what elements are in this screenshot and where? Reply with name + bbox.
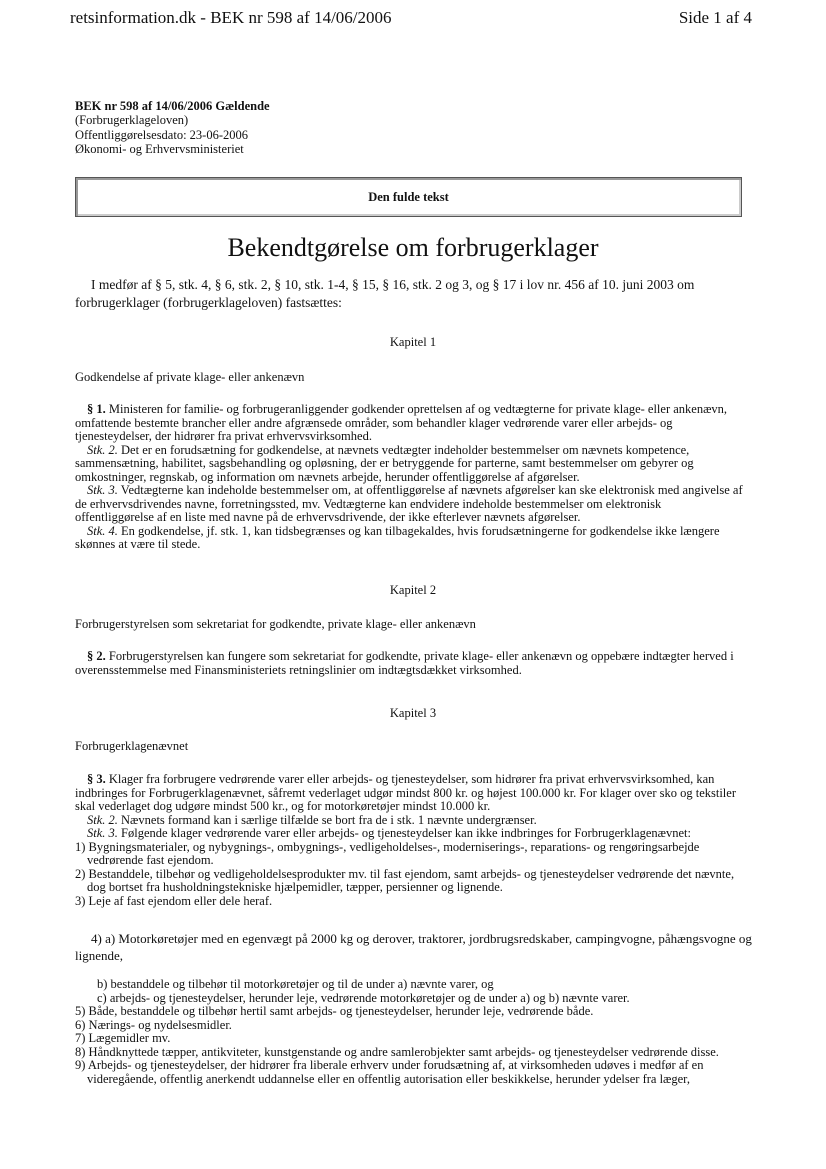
section-2-number: § 2.	[87, 649, 106, 663]
stk-label: Stk. 4.	[87, 523, 118, 538]
document-meta	[75, 99, 270, 157]
stk-line: offentliggørelse af en liste med navne på de erhvervsdrivende, der ikke efterlever nævnets afgørelser.	[75, 510, 581, 524]
section-3-continued	[75, 978, 755, 1086]
stk-line: Nævnets formand kan i særlige tilfælde se bort fra de i stk. 1 nævnte undergrænser.	[117, 812, 537, 827]
list-item: 9) Arbejds- og tjenesteydelser, der hidrører fra liberale erhverv under forudsætning af, at virksomheden udøves i medfør af en	[75, 1058, 704, 1072]
chapter-1-label: Kapitel 1	[389, 335, 437, 349]
list-item: 1) Bygningsmaterialer, og nybygnings-, ombygnings-, vedligeholdelses-, moderniserings-, reparations- og rengøringsarbejde	[75, 839, 700, 854]
stk-label: Stk. 3.	[87, 826, 118, 840]
stk-line: omkostninger, regnskab, og information om nævnets arbejde, herunder offentliggørelse af afgørelser.	[75, 469, 580, 484]
stk-line: de erhvervsdrivendes navne, forretningssted, mv. Vedtægterne kan endvidere indeholde bestemmelser om elektronisk	[75, 496, 662, 511]
list-item: c) arbejds- og tjenesteydelser, herunder leje, vedrørende motorkøretøjer og de under a) og b) nævnte varer.	[97, 990, 630, 1005]
stk-line: sammensætning, habilitet, sagsbehandling og opløsning, der er betryggende for parterne, samt bestemmelser om gebyrer og	[75, 456, 694, 470]
section-3-line: indbringes for Forbrugerklagenævnet, såfremt vederlaget udgør mindst 800 kr. og højest 100.000 kr. For klager over sko og tekstiler	[75, 785, 736, 800]
section-3-line: Klager fra forbrugere vedrørende varer eller arbejds- og tjenesteydelser, som hidrører fra privat erhvervsvirksomhed, kan	[105, 772, 715, 786]
meta-ministry: Økonomi- og Erhvervsministeriet	[75, 142, 244, 157]
document-title: Bekendtgørelse om forbrugerklager	[227, 233, 599, 262]
list-item: 7) Lægemidler mv.	[75, 1031, 171, 1045]
list-item: 8) Håndknyttede tæpper, antikviteter, kunstgenstande og andre samlerobjekter samt arbejds- og tjenesteydelser vedrørende disse.	[75, 1044, 719, 1059]
list-item: 5) Både, bestanddele og tilbehør hertil samt arbejds- og tjenesteydelser, herunder leje, vedrørende både.	[75, 1004, 594, 1018]
section-2-line: overensstemmelse med Finansministeriets retningslinier om indtægtsdækket virksomhed.	[75, 662, 522, 677]
section-3	[75, 773, 755, 908]
chapter-3-label: Kapitel 3	[389, 706, 437, 720]
section-1-line: Ministeren for familie- og forbrugeranliggender godkender oprettelsen af og vedtægterne for private klage- eller ankenævn,	[105, 402, 728, 416]
chapter-3-heading: Forbrugerklagenævnet	[75, 739, 189, 753]
list-item: 2) Bestanddele, tilbehør og vedligeholdelsesprodukter mv. til fast ejendom, samt arbejds- og tjenesteydelser vedrørende det nævnte,	[75, 866, 735, 881]
section-1-line: omfattende bestemte brancher eller andre afgrænsede områder, som behandler klager vedrørende varer eller arbejds- og	[75, 415, 673, 430]
chapter-2-label: Kapitel 2	[389, 583, 437, 597]
section-1	[75, 403, 755, 552]
meta-subtitle: (Forbrugerklageloven)	[75, 113, 189, 128]
stk-line: Vedtægterne kan indeholde bestemmelser om, at offentliggørelse af nævnets afgørelser kan ske elektronisk med angivelse af	[117, 483, 743, 497]
chapter-2-heading: Forbrugerstyrelsen som sekretariat for godkendte, private klage- eller ankenævn	[75, 617, 476, 631]
intro-line-2: forbrugerklager (forbrugerklageloven) fastsættes:	[75, 295, 342, 310]
meta-title: BEK nr 598 af 14/06/2006 Gældende	[75, 99, 270, 113]
section-2	[75, 650, 755, 677]
list-item: videregående, offentlig anerkendt uddannelse eller en offentlig autorisation eller beskikkelse, herunder ydelser fra læger,	[87, 1071, 690, 1086]
list-item: b) bestanddele og tilbehør til motorkøretøjer og til de under a) nævnte varer, og	[97, 977, 494, 991]
stk-line: Det er en forudsætning for godkendelse, at nævnets vedtægter indeholder bestemmelser om nævnets kompetence,	[117, 442, 690, 457]
list-item: vedrørende fast ejendom.	[87, 853, 214, 867]
chapter-1-heading: Godkendelse af private klage- eller ankenævn	[75, 370, 305, 384]
list-item-4	[75, 930, 755, 964]
full-text-label: Den fulde tekst	[368, 189, 449, 204]
section-1-line: tjenesteydelser, der hidrører fra privat erhvervsvirksomhed.	[75, 429, 372, 443]
stk-label: Stk. 3.	[87, 483, 118, 497]
stk-line: skønnes at være til stede.	[75, 537, 201, 551]
list-item: lignende,	[75, 948, 124, 963]
section-1-number: § 1.	[87, 402, 106, 416]
section-3-line: skal vederlaget dog udgøre mindst 500 kr., og for motorkøretøjer mindst 10.000 kr.	[75, 799, 491, 813]
full-text-box	[75, 177, 742, 217]
intro-line-1: I medfør af § 5, stk. 4, § 6, stk. 2, § 10, stk. 1-4, § 15, § 16, stk. 2 og 3, og § 17 i lov nr. 456 af 10. juni 2003 om	[91, 277, 695, 292]
meta-published: Offentliggørelsesdato: 23-06-2006	[75, 127, 248, 142]
section-2-line: Forbrugerstyrelsen kan fungere som sekretariat for godkendte, private klage- eller ankenævn og oppebære indtægter herved i	[105, 649, 734, 663]
stk-label: Stk. 2.	[87, 812, 118, 827]
header-page-number: Side 1 af 4	[678, 8, 752, 27]
intro-text	[75, 276, 735, 312]
list-item: 3) Leje af fast ejendom eller dele heraf.	[75, 893, 273, 908]
list-item: 4) a) Motorkøretøjer med en egenvægt på 2000 kg og derover, traktorer, jordbrugsredskaber, campingvogne, påhængsvogne og	[91, 931, 752, 946]
header-source: retsinformation.dk - BEK nr 598 af 14/06/2006	[70, 8, 392, 27]
list-item: dog bortset fra husholdningstekniske hjælpemidler, tæpper, persienner og lignende.	[87, 880, 503, 894]
list-item: 6) Nærings- og nydelsesmidler.	[75, 1017, 232, 1032]
stk-line: En godkendelse, jf. stk. 1, kan tidsbegrænses og kan tilbagekaldes, hvis forudsætningerne for godkendelse ikke længere	[117, 523, 720, 538]
stk-label: Stk. 2.	[87, 442, 118, 457]
section-3-number: § 3.	[87, 772, 106, 786]
stk-line: Følgende klager vedrørende varer eller arbejds- og tjenesteydelser kan ikke indbringes for Forbrugerklagenævnet:	[117, 826, 691, 840]
